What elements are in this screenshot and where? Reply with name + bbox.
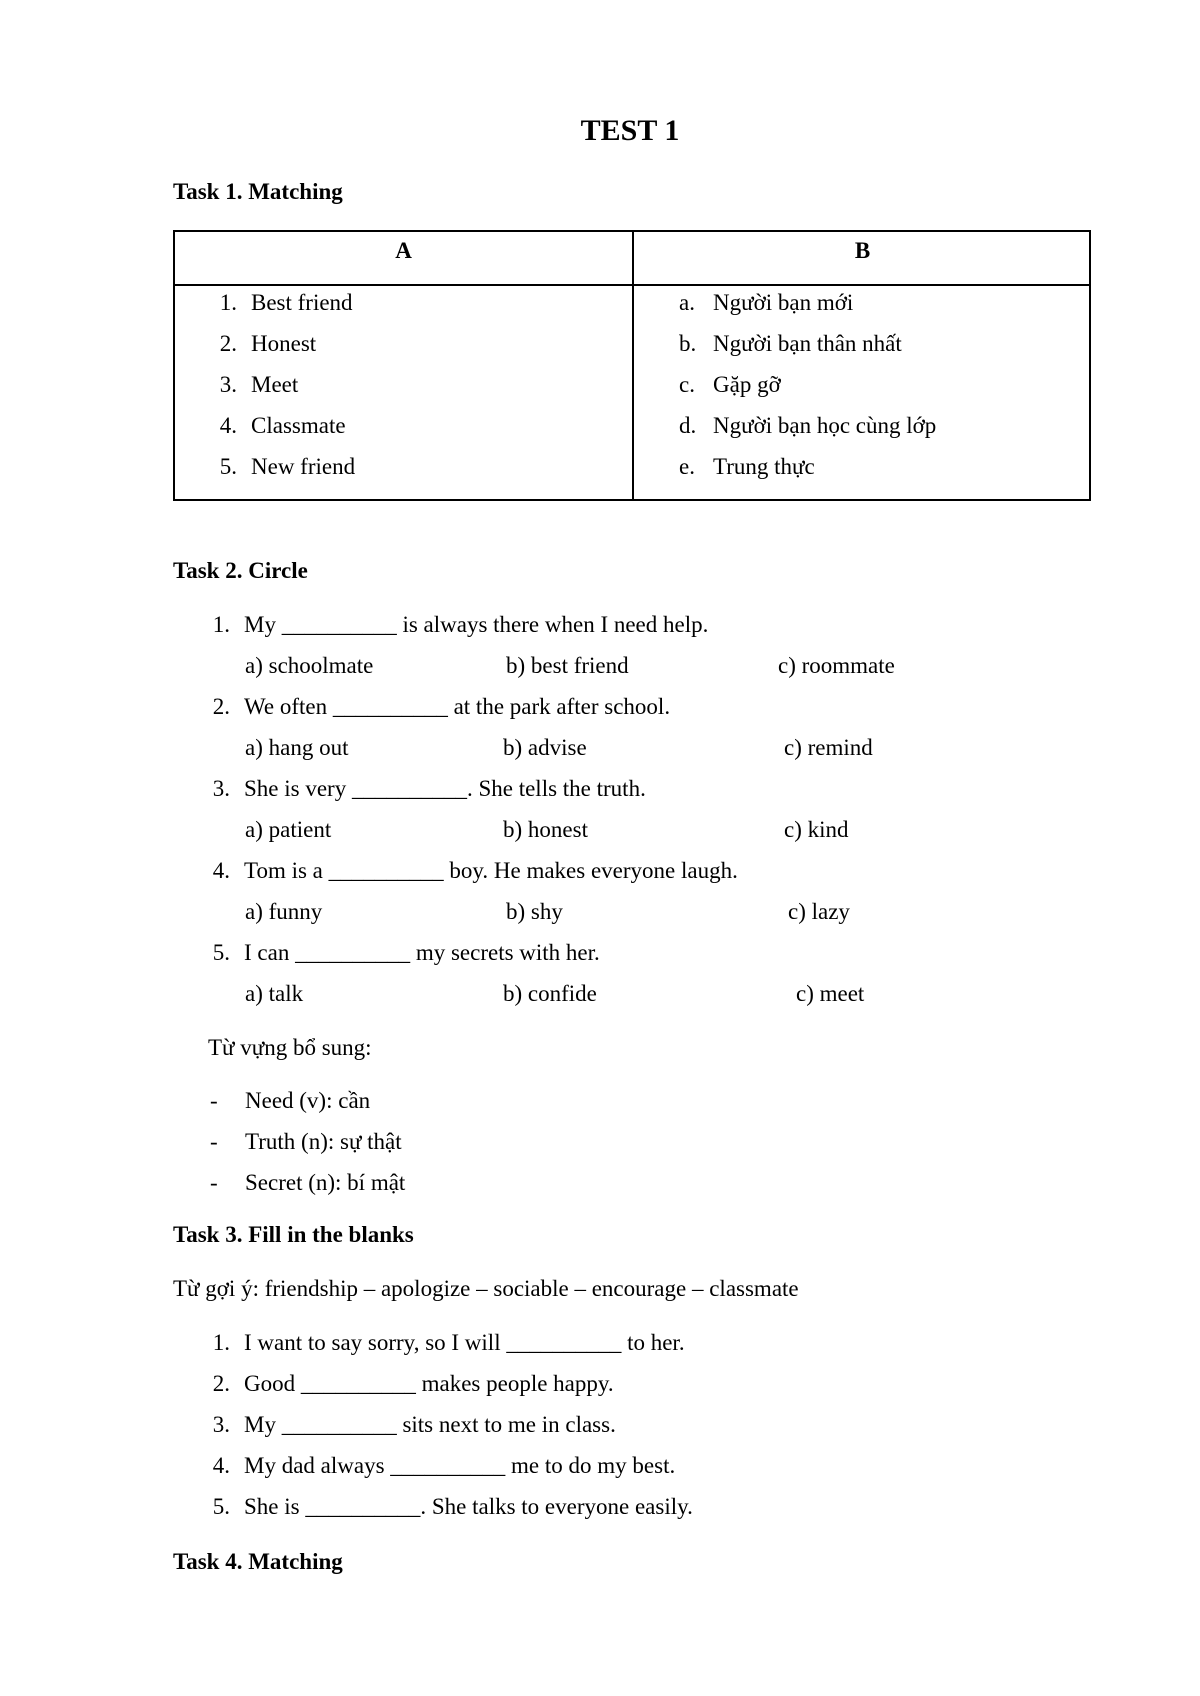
table-row-b: e. Trung thực xyxy=(679,454,815,479)
task3-heading: Task 3. Fill in the blanks xyxy=(173,1222,414,1247)
table-row-b: d. Người bạn học cùng lớp xyxy=(679,413,937,438)
table-row-a: 4. Classmate xyxy=(219,413,346,438)
option-1c[interactable]: c) roommate xyxy=(778,653,895,678)
matching-table xyxy=(173,230,1091,501)
vocab-bullet: - xyxy=(210,1129,218,1154)
option-5c[interactable]: c) meet xyxy=(796,981,865,1006)
column-a-header: A xyxy=(395,238,412,263)
option-5b[interactable]: b) confide xyxy=(503,981,597,1006)
question-5: 5. I can __________ my secrets with her. xyxy=(212,940,600,965)
option-4c[interactable]: c) lazy xyxy=(788,899,850,924)
question-1: 1. My __________ is always there when I need help. xyxy=(212,612,709,637)
task4-heading: Task 4. Matching xyxy=(173,1549,343,1574)
option-2a[interactable]: a) hang out xyxy=(245,735,349,760)
vocab-title: Từ vựng bổ sung: xyxy=(208,1035,372,1060)
vocab-item: Secret (n): bí mật xyxy=(245,1170,406,1195)
table-row-a: 5. New friend xyxy=(219,454,356,479)
vocab-item: Truth (n): sự thật xyxy=(245,1129,402,1154)
sentence-1: 1. I want to say sorry, so I will __________ to her. xyxy=(212,1330,685,1355)
option-4a[interactable]: a) funny xyxy=(245,899,323,924)
sentence-4: 4. My dad always __________ me to do my best. xyxy=(212,1453,676,1478)
column-b-header: B xyxy=(854,238,871,263)
vocab-bullet: - xyxy=(210,1170,218,1195)
option-1a[interactable]: a) schoolmate xyxy=(245,653,374,678)
table-row-a: 1. Best friend xyxy=(219,290,353,315)
table-row-a: 2. Honest xyxy=(219,331,317,356)
sentence-3: 3. My __________ sits next to me in class. xyxy=(212,1412,616,1437)
option-3c[interactable]: c) kind xyxy=(784,817,849,842)
option-2b[interactable]: b) advise xyxy=(503,735,587,760)
option-3b[interactable]: b) honest xyxy=(503,817,588,842)
hint-words: Từ gợi ý: friendship – apologize – sociable – encourage – classmate xyxy=(173,1276,799,1301)
table-divider-vertical xyxy=(632,232,634,499)
task1-heading: Task 1. Matching xyxy=(173,179,343,204)
table-row-b: a. Người bạn mới xyxy=(679,290,854,315)
question-4: 4. Tom is a __________ boy. He makes everyone laugh. xyxy=(212,858,738,883)
option-5a[interactable]: a) talk xyxy=(245,981,304,1006)
sentence-5: 5. She is __________. She talks to everyone easily. xyxy=(212,1494,693,1519)
option-4b[interactable]: b) shy xyxy=(506,899,563,924)
option-3a[interactable]: a) patient xyxy=(245,817,332,842)
option-1b[interactable]: b) best friend xyxy=(506,653,629,678)
sentence-2: 2. Good __________ makes people happy. xyxy=(212,1371,614,1396)
question-3: 3. She is very __________. She tells the truth. xyxy=(212,776,646,801)
option-2c[interactable]: c) remind xyxy=(784,735,873,760)
vocab-item: Need (v): cần xyxy=(245,1088,371,1113)
question-2: 2. We often __________ at the park after school. xyxy=(212,694,671,719)
task2-heading: Task 2. Circle xyxy=(173,558,308,583)
table-divider-horizontal xyxy=(175,284,1089,286)
table-row-b: c. Gặp gỡ xyxy=(679,372,781,397)
page-title: TEST 1 xyxy=(580,114,680,147)
vocab-bullet: - xyxy=(210,1088,218,1113)
table-row-a: 3. Meet xyxy=(219,372,299,397)
table-row-b: b. Người bạn thân nhất xyxy=(679,331,902,356)
